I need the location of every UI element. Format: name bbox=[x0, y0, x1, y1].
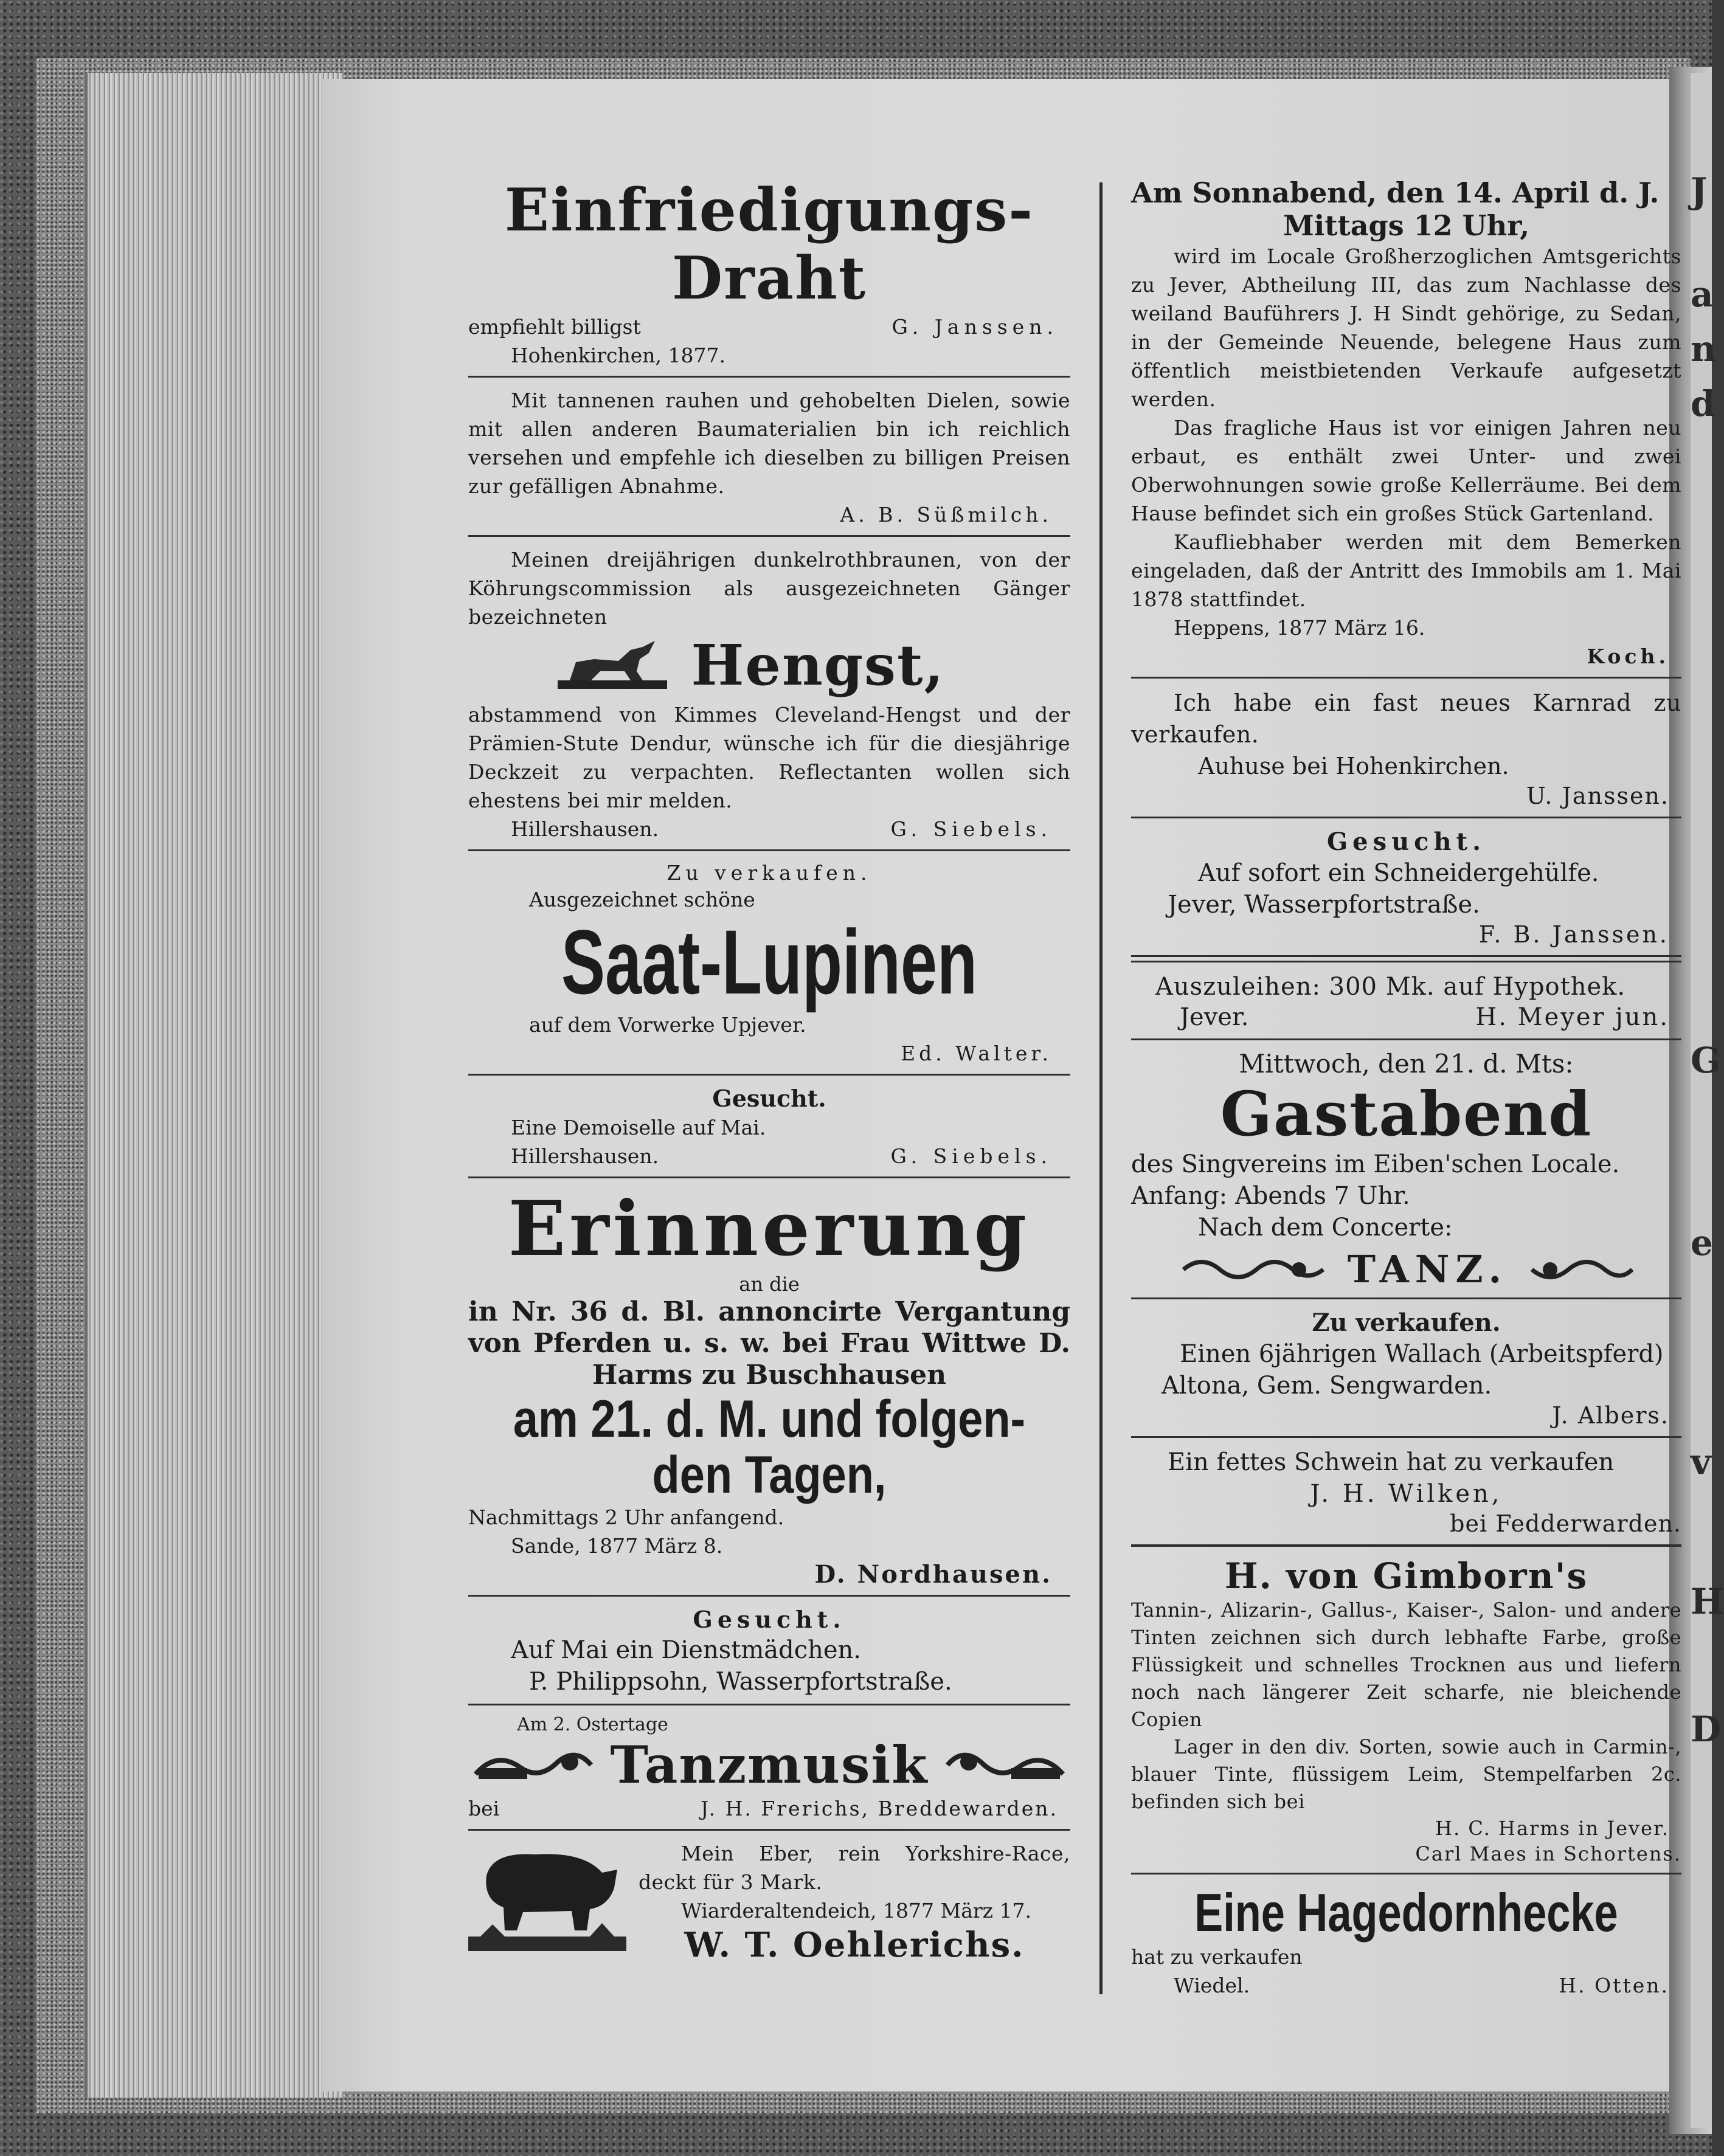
ad-gesucht-demoiselle bbox=[468, 1084, 1070, 1170]
ad-place: Hillershausen. bbox=[511, 817, 659, 841]
ad-text: hat zu verkaufen bbox=[1131, 1945, 1303, 1969]
ad-seller: Carl Maes in Schortens. bbox=[1415, 1842, 1681, 1865]
ad-title: TANZ. bbox=[1347, 1247, 1508, 1291]
ad-text: Nach dem Concerte: bbox=[1198, 1214, 1453, 1242]
ad-signer: H. Otten. bbox=[1559, 1974, 1669, 1997]
ornament-icon bbox=[473, 1744, 594, 1786]
divider bbox=[468, 376, 1070, 378]
ornament-icon bbox=[944, 1744, 1066, 1786]
ad-line bbox=[468, 341, 1070, 370]
ad-gastabend bbox=[1131, 1049, 1681, 1291]
ad-text: Eine Demoiselle auf Mai. bbox=[511, 1116, 766, 1139]
ad-signer: J. H. Wilken, bbox=[1310, 1480, 1503, 1508]
ad-line bbox=[639, 1896, 1070, 1925]
next-page-glyph: G bbox=[1691, 1040, 1721, 1081]
ad-title: Eine Hagedornhecke bbox=[1194, 1882, 1618, 1943]
ad-place: Hillershausen. bbox=[511, 1144, 659, 1168]
ad-hagedornhecke bbox=[1131, 1883, 1681, 2000]
ad-host: J. H. Frerichs, Breddewarden. bbox=[700, 1797, 1058, 1820]
divider bbox=[468, 1595, 1070, 1597]
ad-pretitle: Am 2. Ostertage bbox=[517, 1714, 668, 1735]
ad-title: Gastabend bbox=[1220, 1078, 1593, 1150]
ad-line bbox=[1131, 613, 1681, 642]
ad-text: Mit tannenen rauhen und gehobelten Dielen, sowie mit allen anderen Baumaterialien bin ich reichlich versehen und empfehle ich dieselben zu billigen Preisen zur gefälligen Abnahme. bbox=[468, 389, 1070, 498]
left-column bbox=[468, 176, 1070, 1965]
ad-text: Nachmittags 2 Uhr anfangend. bbox=[468, 1505, 784, 1529]
ad-text: Altona, Gem. Sengwarden. bbox=[1161, 1372, 1492, 1400]
ad-text: empfiehlt billigst bbox=[468, 315, 641, 339]
ad-text: Ich habe ein fast neues Karnrad zu verkaufen. bbox=[1131, 689, 1681, 748]
right-column bbox=[1131, 176, 1681, 2000]
ad-place: Sande, 1877 März 8. bbox=[511, 1534, 723, 1558]
ad-title: Tanzmusik bbox=[610, 1735, 929, 1795]
ad-date: den Tagen, bbox=[652, 1446, 887, 1504]
ornament-icon bbox=[1526, 1251, 1635, 1288]
page-stack-edges bbox=[85, 73, 343, 2098]
ad-title: Hengst, bbox=[691, 632, 945, 698]
next-page-glyph: v bbox=[1691, 1441, 1711, 1482]
ad-title: Gesucht. bbox=[712, 1085, 826, 1112]
ad-line bbox=[468, 815, 1070, 843]
next-page-glyph: D bbox=[1691, 1709, 1722, 1750]
ad-hengst bbox=[468, 545, 1070, 843]
ad-seller: H. C. Harms in Jever. bbox=[1435, 1817, 1669, 1840]
ad-place: Auhuse bei Hohenkirchen. bbox=[1198, 753, 1509, 779]
ad-gesucht-dienstmaedchen bbox=[468, 1605, 1070, 1698]
ad-text: abstammend von Kimmes Cleveland-Hengst und der Prämien-Stute Dendur, wünsche ich für die diesjährige Deckzeit zu verpachten. Reflectanten wollen sich ehestens bei mir melden. bbox=[468, 703, 1070, 812]
ad-signer: G. Siebels. bbox=[890, 817, 1052, 841]
ad-body: in Nr. 36 d. Bl. annoncirte Vergantung von Pferden u. s. w. bei Frau Wittwe D. Harms zu Buschhausen bbox=[468, 1296, 1070, 1391]
ad-saat-lupinen bbox=[468, 860, 1070, 1068]
ad-signer: G. Siebels. bbox=[890, 1144, 1052, 1168]
ad-signer: A. B. Süßmilch. bbox=[840, 503, 1052, 527]
next-page-glyph: a bbox=[1691, 274, 1714, 315]
ad-signer: U. Janssen. bbox=[1526, 783, 1669, 809]
ad-signer: H. Meyer jun. bbox=[1475, 1003, 1669, 1031]
next-page-glyph: d bbox=[1691, 383, 1715, 424]
ad-signer: Ed. Walter. bbox=[901, 1042, 1052, 1065]
divider bbox=[1131, 1038, 1681, 1040]
ad-line bbox=[468, 313, 1070, 341]
ad-dielen bbox=[468, 386, 1070, 529]
divider bbox=[468, 535, 1070, 537]
next-page-glyph: J bbox=[1691, 170, 1708, 212]
ad-title: Saat-Lupinen bbox=[561, 911, 978, 1013]
ad-text: Auf Mai ein Dienstmädchen. bbox=[511, 1636, 862, 1664]
divider bbox=[1131, 1544, 1681, 1547]
ad-paragraph: Kaufliebhaber werden mit dem Bemerken eingeladen, daß der Antritt des Immobils am 1. Mai 1878 stattfindet. bbox=[1131, 530, 1681, 611]
ad-place: bei Fedderwarden. bbox=[1450, 1510, 1681, 1537]
ad-paragraph: Lager in den div. Sorten, sowie auch in Carmin-, blauer Tinte, flüssigem Leim, Stempelfarben 2c. befinden sich bei bbox=[1131, 1735, 1681, 1813]
ad-gesucht-schneider bbox=[1131, 827, 1681, 949]
ad-wallach bbox=[1131, 1308, 1681, 1430]
ad-date: am 21. d. M. und folgen- bbox=[513, 1390, 1026, 1448]
ad-paragraph: wird im Locale Großherzoglichen Amtsgerichts zu Jever, Abtheilung III, das zum Nachlasse des weiland Bauführers J. H Sindt gehörige, zu Sedan, in der Gemeinde Neuende, belegene Haus zum öffentlich meistbietenden Verkaufe aufgesetzt werden. bbox=[1131, 244, 1681, 411]
ad-subtitle: an die bbox=[739, 1273, 800, 1296]
horse-icon bbox=[558, 638, 667, 693]
ad-line bbox=[468, 1532, 1070, 1560]
ad-title: Erinnerung bbox=[508, 1185, 1031, 1273]
ad-pretitle: Ausgezeichnet schöne bbox=[529, 888, 755, 911]
ad-place: Jever. bbox=[1180, 1003, 1249, 1031]
ad-text: Ein fettes Schwein hat zu verkaufen bbox=[1168, 1448, 1615, 1476]
ad-line bbox=[468, 1113, 1070, 1142]
ad-place: Wiedel. bbox=[1174, 1974, 1250, 1997]
ad-text: des Singvereins im Eiben'schen Locale. bbox=[1131, 1150, 1620, 1178]
ad-text: Auszuleihen: 300 Mk. auf Hypothek. bbox=[1155, 973, 1626, 1001]
divider bbox=[1131, 1297, 1681, 1299]
divider bbox=[468, 1829, 1070, 1831]
ad-line bbox=[468, 1794, 1070, 1823]
next-page-glyph: H bbox=[1691, 1581, 1724, 1622]
ad-karnrad bbox=[1131, 687, 1681, 810]
ad-text: Mein Eber, rein Yorkshire-Race, deckt für 3 Mark. bbox=[639, 1842, 1070, 1894]
divider bbox=[468, 1176, 1070, 1178]
divider bbox=[1131, 1873, 1681, 1874]
ad-signer: D. Nordhausen. bbox=[814, 1560, 1052, 1589]
ad-heading: Am Sonnabend, den 14. April d. J. bbox=[1131, 176, 1660, 209]
ad-place: Heppens, 1877 März 16. bbox=[1174, 616, 1425, 640]
ad-text: Anfang: Abends 7 Uhr. bbox=[1131, 1182, 1410, 1210]
ad-hausverkauf bbox=[1131, 176, 1681, 671]
ad-line bbox=[1131, 1002, 1681, 1032]
ad-signer: W. T. Oehlerichs. bbox=[684, 1925, 1025, 1965]
divider bbox=[468, 1704, 1070, 1705]
ad-einfriedigungsdraht bbox=[468, 176, 1070, 370]
ad-signer: F. B. Janssen. bbox=[1478, 921, 1669, 948]
divider bbox=[1131, 1436, 1681, 1438]
divider bbox=[1131, 817, 1681, 818]
ad-heading: Mittwoch, den 21. d. Mts: bbox=[1239, 1049, 1574, 1079]
ad-tanzmusik bbox=[468, 1714, 1070, 1823]
ad-auszuleihen bbox=[1131, 972, 1681, 1032]
ad-text: Meinen dreijährigen dunkelrothbraunen, von der Köhrungscommission als ausgezeichneten Gänger bezeichneten bbox=[468, 548, 1070, 629]
ad-paragraph: Tannin-, Alizarin-, Gallus-, Kaiser-, Salon- und andere Tinten zeichnen sich durch lebhafte Farbe, große Flüssigkeit und schnelles Trocknen aus und liefern noch nach längerer Zeit scharfe, nie bleichende Copien bbox=[1131, 1598, 1681, 1731]
ad-line bbox=[1131, 1971, 1681, 2000]
ad-line bbox=[468, 1142, 1070, 1170]
next-page-glyph: n bbox=[1691, 328, 1717, 370]
ad-signer: J. Albers. bbox=[1552, 1402, 1669, 1429]
ad-pretitle: Zu verkaufen. bbox=[666, 861, 872, 885]
next-page-glyph: e bbox=[1691, 1222, 1713, 1263]
ad-title: H. von Gimborn's bbox=[1224, 1555, 1588, 1597]
pig-icon bbox=[468, 1839, 626, 1955]
ad-signer: G. Janssen. bbox=[891, 315, 1058, 339]
ad-place: Wiarderaltendeich, 1877 März 17. bbox=[681, 1899, 1032, 1923]
ad-line bbox=[1131, 1943, 1681, 1971]
ad-paragraph: Das fragliche Haus ist vor einigen Jahren neu erbaut, es enthält zwei Unter- und zwei Oberwohnungen sowie große Kellerräume. Bei dem Hause befindet sich ein großes Stück Gartenland. bbox=[1131, 416, 1681, 525]
ad-erinnerung bbox=[468, 1187, 1070, 1589]
divider bbox=[1131, 677, 1681, 679]
divider bbox=[468, 849, 1070, 851]
ad-text: Einen 6jährigen Wallach (Arbeitspferd) bbox=[1180, 1340, 1664, 1368]
ad-title: Gesucht. bbox=[1326, 828, 1486, 856]
column-separator bbox=[1099, 182, 1103, 1994]
ad-schwein bbox=[1131, 1446, 1681, 1538]
ad-gimborn bbox=[1131, 1555, 1681, 1867]
next-page-edge bbox=[1691, 73, 1724, 2128]
ad-title: Einfriedigungs- bbox=[504, 176, 1034, 244]
ad-text: Auf sofort ein Schneidergehülfe. bbox=[1198, 859, 1599, 887]
divider bbox=[468, 1074, 1070, 1076]
ad-signer: Koch. bbox=[1587, 644, 1669, 668]
ad-line bbox=[468, 1503, 1070, 1532]
ad-text: Jever, Wasserpfortstraße. bbox=[1168, 891, 1480, 919]
ad-title: Draht bbox=[671, 244, 867, 313]
ad-text: P. Philippsohn, Wasserpfortstraße. bbox=[529, 1668, 952, 1696]
ornament-icon bbox=[1177, 1251, 1329, 1288]
ad-heading: Mittags 12 Uhr, bbox=[1283, 209, 1530, 242]
tanz-heading bbox=[1131, 1247, 1681, 1291]
ad-text: auf dem Vorwerke Upjever. bbox=[529, 1013, 806, 1037]
ad-eber bbox=[468, 1839, 1070, 1965]
ad-title: Zu verkaufen. bbox=[1312, 1308, 1501, 1337]
hengst-heading bbox=[432, 634, 1070, 697]
ad-title: Gesucht. bbox=[693, 1606, 846, 1633]
ad-place: Hohenkirchen, 1877. bbox=[511, 344, 725, 367]
ad-text: bei bbox=[468, 1797, 500, 1820]
tanzmusik-heading bbox=[468, 1736, 1070, 1794]
divider bbox=[1131, 955, 1681, 957]
